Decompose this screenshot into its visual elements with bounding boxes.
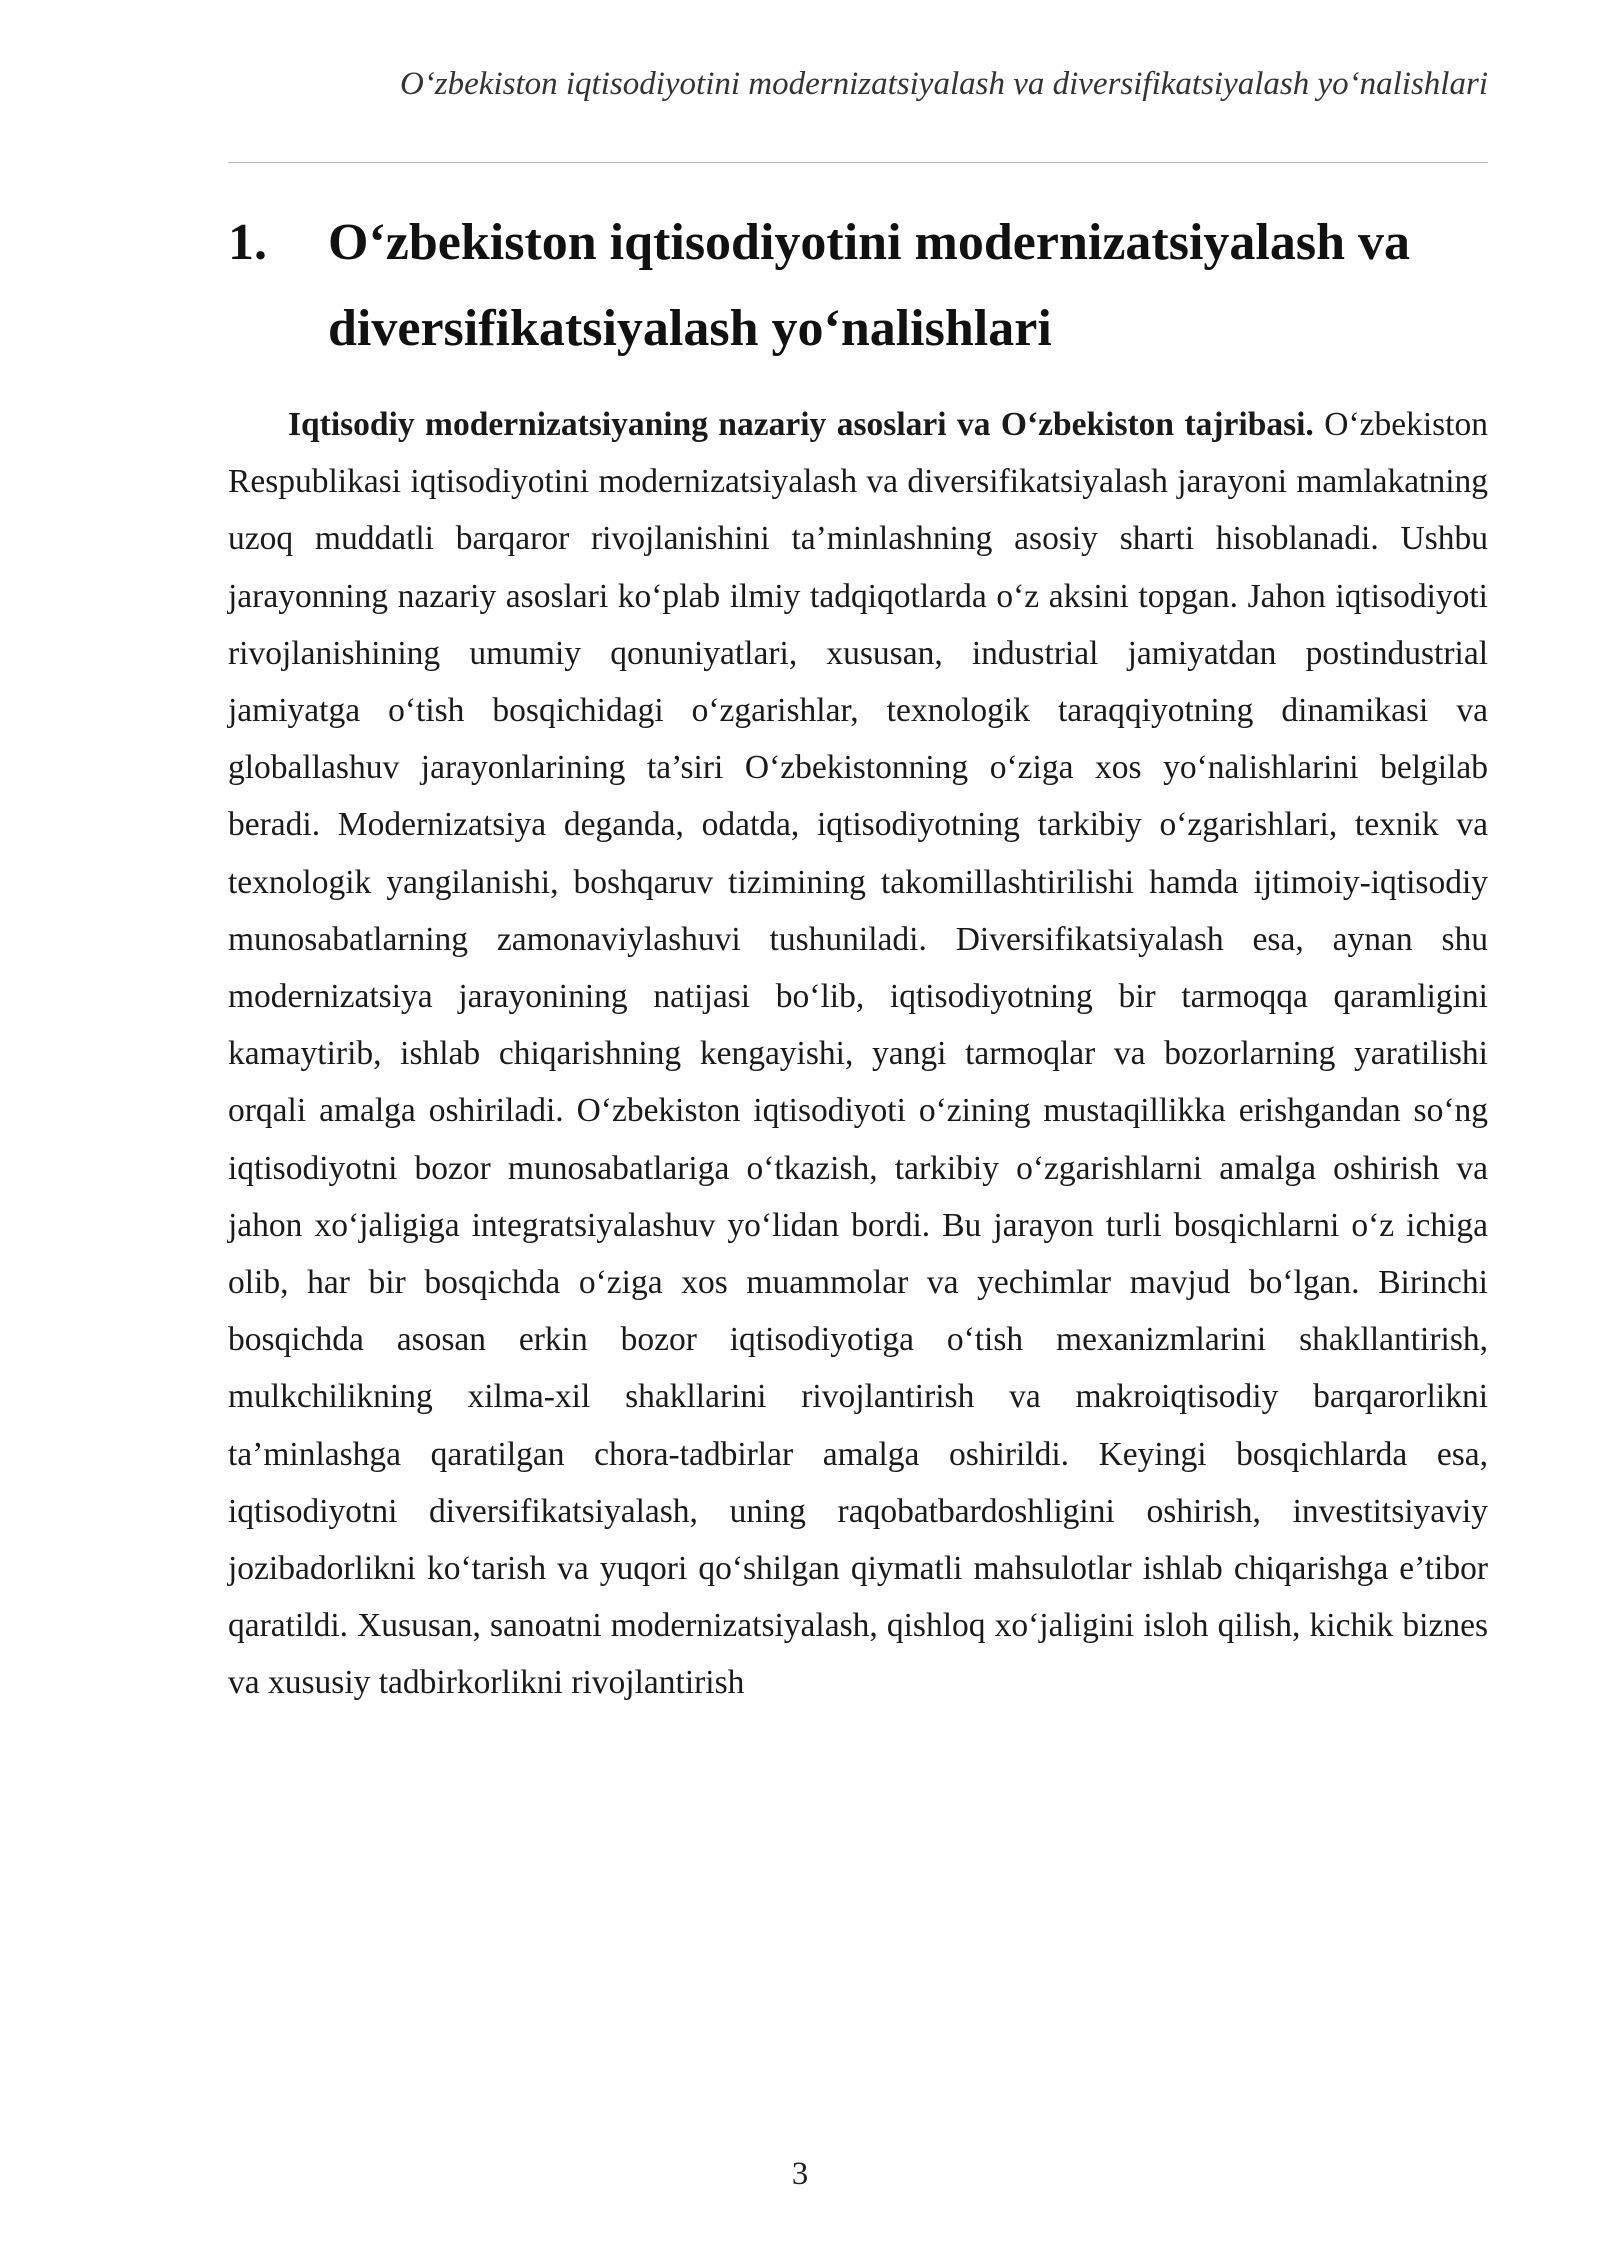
body-text xyxy=(228,396,1488,1712)
header-divider xyxy=(228,162,1488,163)
page-number: 3 xyxy=(791,2156,809,2192)
chapter-heading xyxy=(228,200,1488,372)
running-header: O‘zbekiston iqtisodiyotini modernizatsiyalash va diversifikatsiyalash yo‘nalishlari xyxy=(399,66,1488,102)
body-paragraph xyxy=(228,396,1488,1712)
chapter-number: 1. xyxy=(228,214,267,271)
section-lead: Iqtisodiy modernizatsiyaning nazariy asoslari va O‘zbekiston tajribasi. xyxy=(288,406,1314,443)
chapter-title: O‘zbekiston iqtisodiyotini modernizatsiyalash va diversifikatsiyalash yo‘nalishlari xyxy=(328,214,1410,357)
paragraph-text: O‘zbekiston Respublikasi iqtisodiyotini modernizatsiyalash va diversifikatsiyalash jarayoni mamlakatning uzoq muddatli barqaror rivojlanishini ta’minlashning asosiy sharti hisoblanadi. Ushbu jarayonning nazariy asoslari ko‘plab ilmiy tadqiqotlarda o‘z aksini topgan. Jahon iqtisodiyoti rivojlanishining umumiy qonuniyatlari, xususan, industrial jamiyatdan postindustrial jamiyatga o‘tish bosqichidagi o‘zgarishlar, texnologik taraqqiyotning dinamikasi va globallashuv jarayonlarining ta’siri O‘zbekistonning o‘ziga xos yo‘nalishlarini belgilab beradi. Modernizatsiya deganda, odatda, iqtisodiyotning tarkibiy o‘zgarishlari, texnik va texnologik yangilanishi, boshqaruv tizimining takomillashtirilishi hamda ijtimoiy-iqtisodiy munosabatlarning zamonaviylashuvi tushuniladi. Diversifikatsiyalash esa, aynan shu modernizatsiya jarayonining natijasi bo‘lib, iqtisodiyotning bir tarmoqqa qaramligini kamaytirib, ishlab chiqarishning kengayishi, yangi tarmoqlar va bozorlarning yaratilishi orqali amalga oshiriladi. O‘zbekiston iqtisodiyoti o‘zining mustaqillikka erishgandan so‘ng iqtisodiyotni bozor munosabatlariga o‘tkazish, tarkibiy o‘zgarishlarni amalga oshirish va jahon xo‘jaligiga integratsiyalashuv yo‘lidan bordi. Bu jarayon turli bosqichlarni o‘z ichiga olib, har bir bosqichda o‘ziga xos muammolar va yechimlar mavjud bo‘lgan. Birinchi bosqichda asosan erkin bozor iqtisodiyotiga o‘tish mexanizmlarini shakllantirish, mulkchilikning xilma-xil shakllarini rivojlantirish va makroiqtisodiy barqarorlikni ta’minlashga qaratilgan chora-tadbirlar amalga oshirildi. Keyingi bosqichlarda esa, iqtisodiyotni diversifikatsiyalash, uning raqobatbardoshligini oshirish, investitsiyaviy jozibadorlikni ko‘tarish va yuqori qo‘shilgan qiymatli mahsulotlar ishlab chiqarishga e’tibor qaratildi. Xususan, sanoatni modernizatsiyalash, qishloq xo‘jaligini isloh qilish, kichik biznes va xususiy tadbirkorlikni rivojlantirish xyxy=(228,406,1488,1702)
